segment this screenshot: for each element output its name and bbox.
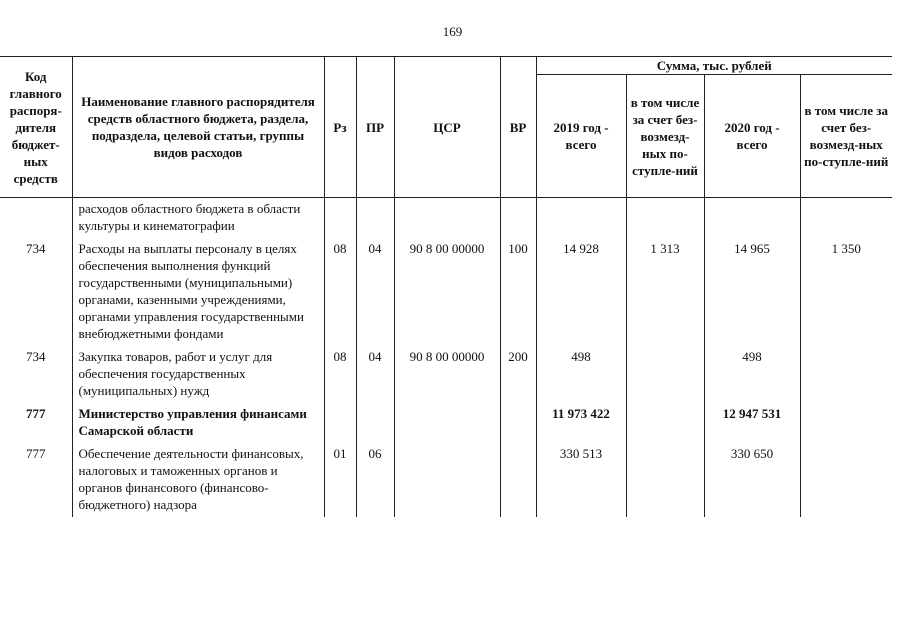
cell-rz: 01 [324,443,356,517]
cell-rz: 08 [324,346,356,403]
cell-2020-free [800,198,892,239]
cell-code: 777 [0,403,72,443]
cell-rz: 08 [324,238,356,346]
header-code: Код главного распоря-дителя бюджет-ных средств [0,57,72,198]
cell-2019-total: 330 513 [536,443,626,517]
cell-2020-total: 14 965 [704,238,800,346]
cell-2019-total: 14 928 [536,238,626,346]
cell-pr: 04 [356,238,394,346]
cell-vr: 100 [500,238,536,346]
cell-vr [500,198,536,239]
cell-csr: 90 8 00 00000 [394,238,500,346]
cell-2019-free [626,403,704,443]
header-2020-total: 2020 год - всего [704,75,800,198]
cell-csr [394,198,500,239]
table-row [0,198,892,239]
cell-2020-free: 1 350 [800,238,892,346]
cell-rz [324,403,356,443]
header-pr: ПР [356,57,394,198]
cell-name: Расходы на выплаты персоналу в целях обеспечения выполнения функций государственными (муниципальными) органами, казенными учреждениями, органами управления государственными внебюджетными фондами [72,238,324,346]
cell-2019-free: 1 313 [626,238,704,346]
header-rz: Рз [324,57,356,198]
table-row [0,443,892,517]
cell-2020-free [800,403,892,443]
header-sum-group: Сумма, тыс. рублей [536,57,892,75]
cell-2020-free [800,443,892,517]
cell-vr [500,403,536,443]
header-name: Наименование главного распорядителя средств областного бюджета, раздела, подраздела, целевой статьи, группы видов расходов [72,57,324,198]
cell-vr [500,443,536,517]
cell-name: Обеспечение деятельности финансовых, налоговых и таможенных органов и органов финансового (финансово-бюджетного) надзора [72,443,324,517]
cell-2019-free [626,346,704,403]
cell-2019-free [626,443,704,517]
table-row [0,403,892,443]
cell-code: 777 [0,443,72,517]
header-2020-free: в том числе за счет без-возмезд-ных по-ступле-ний [800,75,892,198]
cell-code: 734 [0,238,72,346]
cell-2020-free [800,346,892,403]
cell-2020-total: 330 650 [704,443,800,517]
cell-2019-total: 498 [536,346,626,403]
table-row [0,346,892,403]
cell-vr: 200 [500,346,536,403]
budget-table [0,56,892,517]
cell-pr [356,403,394,443]
page-number: 169 [442,24,463,39]
cell-csr [394,403,500,443]
cell-2020-total: 498 [704,346,800,403]
header-2019-total: 2019 год - всего [536,75,626,198]
cell-code [0,198,72,239]
header-2019-free: в том числе за счет без-возмезд-ных по-ступле-ний [626,75,704,198]
cell-2020-total [704,198,800,239]
cell-csr: 90 8 00 00000 [394,346,500,403]
cell-name: Министерство управления финансами Самарской области [72,403,324,443]
cell-pr [356,198,394,239]
table-row [0,238,892,346]
cell-pr: 06 [356,443,394,517]
cell-2020-total: 12 947 531 [704,403,800,443]
cell-pr: 04 [356,346,394,403]
header-csr: ЦСР [394,57,500,198]
header-vr: ВР [500,57,536,198]
cell-name: Закупка товаров, работ и услуг для обеспечения государственных (муниципальных) нужд [72,346,324,403]
cell-rz [324,198,356,239]
cell-2019-total: 11 973 422 [536,403,626,443]
cell-2019-total [536,198,626,239]
cell-code: 734 [0,346,72,403]
cell-name: расходов областного бюджета в области культуры и кинематографии [72,198,324,239]
cell-2019-free [626,198,704,239]
cell-csr [394,443,500,517]
